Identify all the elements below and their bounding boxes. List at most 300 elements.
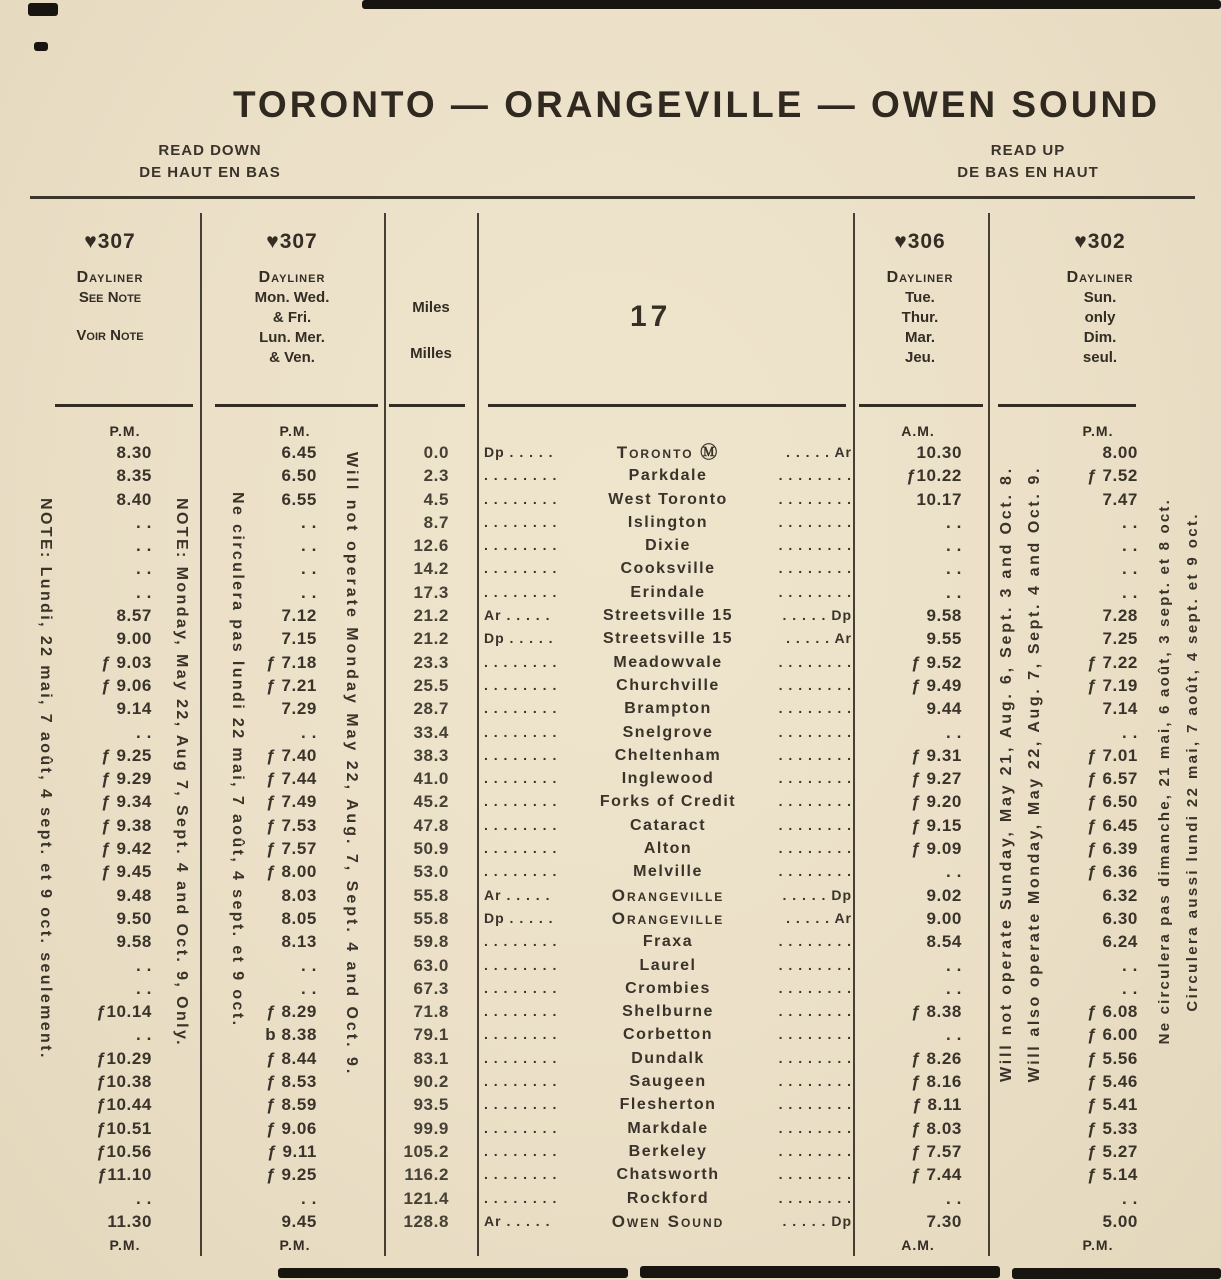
table-row — [0, 1117, 1221, 1140]
time-302: 6.32 — [1102, 885, 1138, 905]
depart-arrive-left: . . . . . . . . — [484, 933, 558, 950]
time-307-mwf: 6.45 — [281, 443, 317, 462]
read-up-label — [923, 140, 1133, 184]
time-307-mwf: . . — [301, 722, 317, 742]
time-307-mwf: 8.13 — [281, 932, 317, 952]
depart-arrive-left: . . . . . . . . — [484, 1003, 558, 1020]
depart-arrive-right: . . . . . Dp — [782, 1212, 852, 1229]
depart-arrive-right: . . . . . . . . — [778, 746, 852, 763]
time-306: . . — [946, 1188, 962, 1208]
time-307-mwf: ƒ 9.06 — [266, 1118, 317, 1138]
time-307-daily: . . — [136, 955, 152, 975]
header-divider-rule — [30, 196, 1195, 199]
station-name: Islington — [627, 513, 709, 531]
time-307-daily: ƒ10.38 — [96, 1072, 152, 1092]
time-307-daily: . . — [136, 559, 152, 579]
time-307-daily: 9.48 — [116, 885, 152, 905]
time-302: ƒ 6.50 — [1087, 792, 1138, 812]
station-name: Rockford — [626, 1189, 710, 1207]
time-307-daily: 8.35 — [116, 466, 152, 486]
time-307-daily: 9.50 — [116, 908, 152, 928]
note-mid-english: Will not operate Monday May 22, Aug. 7, Sept. 4 and Oct. 9. — [343, 452, 360, 1077]
train-days-307b-3: Lun. Mer. — [259, 329, 325, 346]
depart-arrive-left: . . . . . . . . — [484, 583, 558, 600]
depart-arrive-left: . . . . . . . . — [484, 537, 558, 554]
train-number-307a: ♥307 — [84, 230, 136, 253]
time-307-daily: ƒ 9.29 — [101, 769, 152, 789]
time-307-daily: . . — [136, 1025, 152, 1045]
time-306: . . — [946, 862, 962, 882]
time-307-daily: ƒ 9.25 — [101, 745, 152, 765]
depart-arrive-left: Ar . . . . . — [484, 607, 551, 624]
depart-arrive-left: Dp . . . . . — [484, 444, 554, 460]
train-number-302: ♥302 — [1074, 230, 1126, 253]
station-name: Meadowvale — [613, 653, 723, 671]
depart-arrive-right: . . . . . . . . — [778, 793, 852, 810]
time-306: ƒ 9.49 — [911, 675, 962, 695]
depart-arrive-left: . . . . . . . . — [484, 676, 558, 693]
time-302: ƒ 6.00 — [1087, 1025, 1138, 1045]
time-306: . . — [946, 722, 962, 742]
time-302: 7.47 — [1102, 489, 1138, 509]
time-307-mwf: ƒ 7.40 — [266, 745, 317, 765]
scan-artifact-bottom-3 — [1012, 1268, 1221, 1279]
time-307-mwf: . . — [301, 582, 317, 602]
depart-arrive-left: . . . . . . . . — [484, 1119, 558, 1136]
depart-arrive-right: . . . . . Ar — [786, 444, 852, 460]
time-302: . . — [1122, 512, 1138, 532]
time-307-daily: 9.00 — [116, 629, 152, 649]
time-307-mwf: 7.12 — [281, 606, 317, 626]
train-name-307a: Dayliner — [76, 269, 144, 286]
column-header-307-daily — [35, 230, 185, 346]
time-302: . . — [1122, 978, 1138, 998]
time-302: . . — [1122, 1188, 1138, 1208]
time-307-daily: ƒ10.29 — [96, 1048, 152, 1068]
time-306: . . — [946, 582, 962, 602]
train-name-302: Dayliner — [1066, 269, 1134, 286]
miles-value: 14.2 — [413, 559, 449, 579]
depart-arrive-right: . . . . . . . . — [778, 1003, 852, 1020]
period-bottom-307b: P.M. — [279, 1237, 311, 1253]
depart-arrive-right: . . . . . . . . — [778, 863, 852, 880]
time-307-daily: 9.58 — [116, 932, 152, 952]
miles-value: 90.2 — [413, 1072, 449, 1092]
table-row — [0, 441, 1221, 464]
depart-arrive-right: . . . . . . . . — [778, 676, 852, 693]
depart-arrive-left: Dp . . . . . — [484, 909, 554, 926]
depart-arrive-left: . . . . . . . . — [484, 1073, 558, 1090]
time-302: ƒ 6.45 — [1087, 815, 1138, 835]
time-302: ƒ 5.33 — [1087, 1118, 1138, 1138]
time-302: ƒ 5.41 — [1087, 1095, 1138, 1115]
station-name: Laurel — [639, 956, 697, 974]
station-name: Saugeen — [629, 1073, 707, 1091]
read-up-en: READ UP — [990, 142, 1066, 159]
time-307-mwf: . . — [301, 955, 317, 975]
station-name: Melville — [633, 863, 703, 881]
time-307-mwf: ƒ 8.00 — [266, 862, 317, 882]
time-306: 9.00 — [926, 908, 962, 928]
depart-arrive-right: . . . . . . . . — [778, 956, 852, 973]
time-307-mwf: ƒ 8.59 — [266, 1095, 317, 1115]
depart-arrive-left: . . . . . . . . — [484, 513, 558, 530]
train-days-306-2: Thur. — [901, 309, 939, 326]
depart-arrive-right: . . . . . . . . — [778, 1026, 852, 1043]
miles-value: 55.8 — [413, 885, 449, 905]
train-number-306: ♥306 — [894, 230, 946, 253]
note-right-french-2: Circulera aussi lundi 22 mai, 7 août, 4 sept. et 9 oct. — [1184, 512, 1201, 1012]
train-days-302-2: only — [1084, 309, 1116, 326]
time-302: ƒ 5.27 — [1087, 1141, 1138, 1161]
miles-label-fr: Milles — [410, 345, 452, 362]
train-number-307b: ♥307 — [266, 230, 318, 253]
time-302: ƒ 6.36 — [1087, 862, 1138, 882]
station-name: Berkeley — [628, 1142, 708, 1160]
time-307-mwf: 9.45 — [281, 1211, 317, 1231]
time-306: ƒ10.22 — [906, 466, 962, 486]
time-307-mwf: ƒ 8.29 — [266, 1002, 317, 1022]
miles-value: 128.8 — [403, 1211, 449, 1231]
miles-value: 83.1 — [413, 1048, 449, 1068]
period-top-307b: P.M. — [279, 423, 311, 439]
depart-arrive-left: . . . . . . . . — [484, 770, 558, 787]
depart-arrive-right: . . . . . . . . — [778, 1189, 852, 1206]
depart-arrive-left: Ar . . . . . — [484, 886, 551, 903]
time-302: ƒ 5.46 — [1087, 1072, 1138, 1092]
depart-arrive-right: . . . . . . . . — [778, 1166, 852, 1183]
time-302: ƒ 6.08 — [1087, 1002, 1138, 1022]
period-bottom-306: A.M. — [901, 1237, 935, 1253]
train-days-307a-2: Voir Note — [76, 327, 144, 344]
depart-arrive-right: . . . . . . . . — [778, 1142, 852, 1159]
column-header-302 — [1030, 230, 1170, 368]
miles-value: 38.3 — [413, 745, 449, 765]
time-306: ƒ 9.20 — [911, 792, 962, 812]
period-top-302: P.M. — [1082, 423, 1114, 439]
time-307-daily: ƒ10.44 — [96, 1095, 152, 1115]
time-302: . . — [1122, 536, 1138, 556]
scan-artifact-bottom-2 — [640, 1266, 1000, 1278]
time-306: 9.02 — [926, 885, 962, 905]
table-row — [0, 1163, 1221, 1186]
time-306: . . — [946, 978, 962, 998]
depart-arrive-right: . . . . . Ar — [786, 630, 852, 647]
time-306: . . — [946, 955, 962, 975]
station-name: Fraxa — [642, 933, 694, 951]
time-306: ƒ 7.57 — [911, 1141, 962, 1161]
time-307-daily: ƒ 9.42 — [101, 839, 152, 859]
time-302: 8.00 — [1102, 443, 1138, 462]
read-down-label — [105, 140, 315, 184]
depart-arrive-right: . . . . . . . . — [778, 1096, 852, 1113]
time-306: ƒ 9.15 — [911, 815, 962, 835]
time-307-daily: ƒ 9.45 — [101, 862, 152, 882]
miles-value: 21.2 — [413, 629, 449, 649]
note-right-french-1: Ne circulera pas dimanche, 21 mai, 6 août, 3 sept. et 8 oct. — [1156, 498, 1173, 1045]
column-header-306 — [850, 230, 990, 368]
depart-arrive-right: . . . . . . . . — [778, 537, 852, 554]
column-header-307-mwf — [217, 230, 367, 368]
time-306: . . — [946, 1025, 962, 1045]
depart-arrive-right: . . . . . . . . — [778, 513, 852, 530]
time-307-mwf: b 8.38 — [265, 1025, 317, 1045]
time-302: . . — [1122, 582, 1138, 602]
station-name: Snelgrove — [622, 723, 714, 741]
station-name: Toronto Ⓜ — [616, 443, 720, 462]
header-underline-1 — [55, 404, 193, 407]
miles-value: 4.5 — [423, 489, 449, 509]
depart-arrive-left: . . . . . . . . — [484, 1049, 558, 1066]
time-307-mwf: ƒ 7.53 — [266, 815, 317, 835]
station-name: Shelburne — [622, 1003, 714, 1021]
miles-value: 25.5 — [413, 675, 449, 695]
depart-arrive-left: . . . . . . . . — [484, 490, 558, 507]
train-days-307b-4: & Ven. — [269, 349, 315, 366]
time-307-mwf: 6.55 — [281, 489, 317, 509]
station-name: Chatsworth — [616, 1166, 720, 1184]
time-306: ƒ 8.26 — [911, 1048, 962, 1068]
time-307-daily: . . — [136, 1188, 152, 1208]
table-row — [0, 1093, 1221, 1116]
depart-arrive-right: . . . . . . . . — [778, 933, 852, 950]
miles-value: 121.4 — [403, 1188, 449, 1208]
train-days-306-4: Jeu. — [904, 349, 935, 366]
time-306: . . — [946, 559, 962, 579]
time-302: ƒ 7.52 — [1087, 466, 1138, 486]
miles-label-en: Miles — [412, 299, 450, 316]
station-name: Cataract — [629, 816, 707, 834]
miles-value: 59.8 — [413, 932, 449, 952]
time-302: 5.00 — [1102, 1211, 1138, 1231]
station-name: Parkdale — [628, 467, 708, 485]
depart-arrive-right: . . . . . Dp — [782, 886, 852, 903]
depart-arrive-left: . . . . . . . . — [484, 863, 558, 880]
table-row — [0, 1187, 1221, 1210]
time-302: 6.30 — [1102, 908, 1138, 928]
header-underline-3 — [389, 404, 465, 407]
depart-arrive-right: . . . . . Ar — [786, 909, 852, 926]
time-307-daily: 8.57 — [116, 606, 152, 626]
time-302: . . — [1122, 559, 1138, 579]
station-name: Flesherton — [619, 1096, 717, 1114]
train-days-302-4: seul. — [1082, 349, 1118, 366]
note-mid-french: Ne circulera pas lundi 22 mai, 7 août, 4 sept. et 9 oct. — [229, 492, 246, 1028]
time-307-daily: 8.40 — [116, 489, 152, 509]
miles-value: 47.8 — [413, 815, 449, 835]
depart-arrive-right: . . . . . . . . — [778, 1073, 852, 1090]
time-302: ƒ 5.56 — [1087, 1048, 1138, 1068]
time-302: ƒ 6.39 — [1087, 839, 1138, 859]
time-307-mwf: . . — [301, 978, 317, 998]
miles-value: 12.6 — [413, 536, 449, 556]
time-302: 7.14 — [1102, 699, 1138, 719]
scan-artifact-left — [34, 42, 48, 51]
miles-value: 50.9 — [413, 839, 449, 859]
table-number: 17 — [630, 300, 672, 333]
time-307-mwf: ƒ 9.25 — [266, 1165, 317, 1185]
miles-value: 79.1 — [413, 1025, 449, 1045]
note-left-french: NOTE: Lundi, 22 mai, 7 août, 4 sept. et 9 oct. seulement. — [37, 498, 54, 1060]
station-name: Streetsville 15 — [602, 630, 734, 648]
depart-arrive-left: . . . . . . . . — [484, 1096, 558, 1113]
depart-arrive-left: Ar . . . . . — [484, 1212, 551, 1229]
table-row — [0, 1210, 1221, 1233]
time-306: 9.58 — [926, 606, 962, 626]
time-307-mwf: . . — [301, 512, 317, 532]
miles-value: 28.7 — [413, 699, 449, 719]
time-306: ƒ 8.11 — [912, 1095, 962, 1115]
note-right-english-1: Will not operate Sunday, May 21, Aug. 6, Sept. 3 and Oct. 8. — [998, 466, 1015, 1082]
time-306: ƒ 9.52 — [911, 652, 962, 672]
depart-arrive-left: . . . . . . . . — [484, 793, 558, 810]
depart-arrive-right: . . . . . . . . — [778, 816, 852, 833]
time-307-daily: ƒ10.51 — [96, 1118, 152, 1138]
time-307-daily: ƒ 9.38 — [101, 815, 152, 835]
station-name: Dixie — [645, 537, 691, 555]
miles-value: 116.2 — [404, 1165, 449, 1185]
depart-arrive-right: . . . . . . . . — [778, 653, 852, 670]
time-306: ƒ 9.09 — [911, 839, 962, 859]
train-days-306-1: Tue. — [905, 289, 935, 306]
depart-arrive-right: . . . . . . . . — [778, 560, 852, 577]
time-307-mwf: . . — [301, 536, 317, 556]
miles-value: 45.2 — [413, 792, 449, 812]
header-underline-6 — [998, 404, 1136, 407]
train-name-306: Dayliner — [886, 269, 954, 286]
train-name-307b: Dayliner — [258, 269, 326, 286]
time-302: 7.28 — [1102, 606, 1138, 626]
time-307-daily: . . — [136, 582, 152, 602]
time-307-mwf: 7.29 — [281, 699, 317, 719]
train-days-302-3: Dim. — [1083, 329, 1117, 346]
station-name: Churchville — [616, 676, 720, 694]
depart-arrive-right: . . . . . . . . — [778, 700, 852, 717]
station-name: Cooksville — [620, 560, 716, 578]
time-307-mwf: . . — [301, 559, 317, 579]
time-302: . . — [1122, 722, 1138, 742]
depart-arrive-right: . . . . . . . . — [778, 1049, 852, 1066]
time-307-mwf: ƒ 8.53 — [266, 1072, 317, 1092]
note-right-english-2: Will also operate Monday, May 22, Aug. 7, Sept. 4 and Oct. 9. — [1026, 466, 1043, 1083]
train-days-307a-1: See Note — [78, 289, 142, 306]
station-name: Forks of Credit — [599, 793, 737, 811]
time-302: ƒ 7.22 — [1087, 652, 1138, 672]
station-name: Alton — [643, 840, 693, 858]
station-name: Cheltenham — [614, 746, 722, 764]
time-306: 10.30 — [916, 443, 962, 462]
miles-value: 33.4 — [413, 722, 449, 742]
train-days-306-3: Mar. — [904, 329, 935, 346]
time-307-mwf: ƒ 7.49 — [266, 792, 317, 812]
time-307-mwf: 8.05 — [281, 908, 317, 928]
time-307-daily: . . — [136, 536, 152, 556]
time-307-daily: 8.30 — [116, 443, 152, 462]
miles-value: 53.0 — [413, 862, 449, 882]
depart-arrive-left: . . . . . . . . — [484, 467, 558, 484]
miles-value: 23.3 — [413, 652, 449, 672]
depart-arrive-right: . . . . . . . . — [778, 770, 852, 787]
period-bottom-307a: P.M. — [109, 1237, 141, 1253]
time-302: ƒ 7.01 — [1087, 745, 1138, 765]
miles-value: 71.8 — [413, 1002, 449, 1022]
miles-value: 0.0 — [423, 443, 449, 462]
station-name: Streetsville 15 — [602, 607, 734, 625]
time-307-daily: 9.14 — [116, 699, 152, 719]
train-days-307b-1: Mon. Wed. — [254, 289, 330, 306]
depart-arrive-right: . . . . . . . . — [778, 723, 852, 740]
time-307-daily: . . — [136, 978, 152, 998]
station-name: Orangeville — [611, 908, 725, 928]
miles-value: 55.8 — [413, 908, 449, 928]
miles-value: 2.3 — [423, 466, 449, 486]
period-top-307a: P.M. — [109, 423, 141, 439]
station-name: West Toronto — [608, 490, 728, 508]
time-302: ƒ 7.19 — [1087, 675, 1138, 695]
station-name: Erindale — [630, 583, 706, 601]
depart-arrive-right: . . . . . . . . — [778, 467, 852, 484]
column-header-miles — [386, 298, 476, 364]
time-307-daily: . . — [136, 512, 152, 532]
read-up-fr: DE BAS EN HAUT — [957, 164, 1099, 181]
time-307-daily: ƒ 9.03 — [101, 652, 152, 672]
time-306: ƒ 8.16 — [911, 1072, 962, 1092]
depart-arrive-left: . . . . . . . . — [484, 1142, 558, 1159]
station-name: Orangeville — [611, 885, 725, 905]
depart-arrive-right: . . . . . . . . — [778, 583, 852, 600]
time-307-mwf: ƒ 7.57 — [266, 839, 317, 859]
miles-value: 99.9 — [413, 1118, 449, 1138]
time-306: 9.44 — [926, 699, 962, 719]
depart-arrive-left: . . . . . . . . — [484, 956, 558, 973]
station-name: Corbetton — [623, 1026, 713, 1044]
time-302: 6.24 — [1102, 932, 1138, 952]
time-307-mwf: ƒ 7.21 — [266, 675, 317, 695]
time-302: . . — [1122, 955, 1138, 975]
time-307-daily: ƒ10.56 — [96, 1141, 152, 1161]
miles-value: 67.3 — [413, 978, 449, 998]
scan-artifact-top — [362, 0, 1221, 9]
time-307-mwf: 7.15 — [281, 629, 317, 649]
time-307-daily: ƒ11.10 — [97, 1165, 152, 1185]
time-306: ƒ 9.27 — [911, 769, 962, 789]
depart-arrive-left: . . . . . . . . — [484, 1026, 558, 1043]
depart-arrive-left: . . . . . . . . — [484, 816, 558, 833]
time-307-mwf: ƒ 7.18 — [266, 652, 317, 672]
time-306: ƒ 8.03 — [911, 1118, 962, 1138]
time-302: ƒ 5.14 — [1087, 1165, 1138, 1185]
train-days-307b-2: & Fri. — [272, 309, 312, 326]
depart-arrive-left: . . . . . . . . — [484, 700, 558, 717]
note-left-english: NOTE: Monday, May 22, Aug 7, Sept. 4 and Oct. 9, Only. — [173, 498, 190, 1047]
period-bottom-302: P.M. — [1082, 1237, 1114, 1253]
header-underline-5 — [859, 404, 983, 407]
time-306: 8.54 — [926, 932, 962, 952]
depart-arrive-left: . . . . . . . . — [484, 653, 558, 670]
header-underline-4 — [488, 404, 846, 407]
scan-artifact-top-left — [28, 3, 58, 16]
station-name: Markdale — [627, 1119, 709, 1137]
time-306: 10.17 — [916, 489, 962, 509]
period-top-306: A.M. — [901, 423, 935, 439]
time-307-daily: ƒ10.14 — [96, 1002, 152, 1022]
table-row — [0, 1140, 1221, 1163]
time-307-mwf: 6.50 — [281, 466, 317, 486]
depart-arrive-right: . . . . . Dp — [782, 607, 852, 624]
time-306: 9.55 — [926, 629, 962, 649]
miles-value: 21.2 — [413, 606, 449, 626]
time-307-mwf: ƒ 8.44 — [266, 1048, 317, 1068]
